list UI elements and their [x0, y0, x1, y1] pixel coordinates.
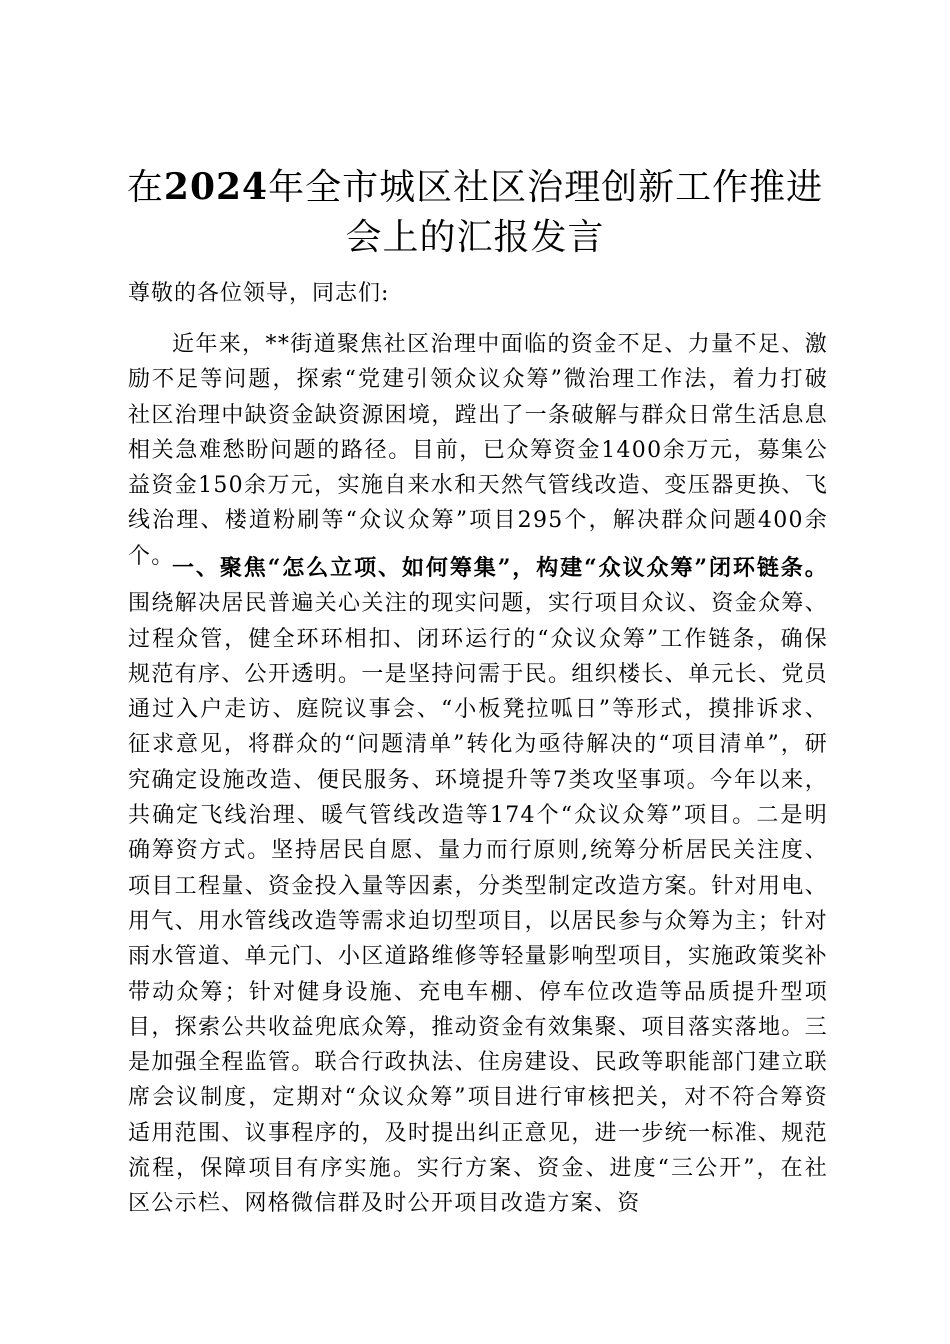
section-1-body: 围绕解决居民普遍关心关注的现实问题，实行项目众议、资金众筹、过程众管，健全环环相扣、闭环运行的“众议众筹”工作链条，确保规范有序、公开透明。一是坚持问需于民。组织楼长、单元长、党员通过入户走访、庭院议事会、“小板凳拉呱日”等形式，摸排诉求、征求意见，将群众的“问题清单”转化为亟待解决的“项目清单”，研究确定设施改造、便民服务、环境提升等7类攻坚事项。今年以来，共确定飞线治理、暖气管线改造等174个“众议众筹”项目。二是明确筹资方式。坚持居民自愿、量力而行原则,统筹分析居民关注度、项目工程量、资金投入量等因素，分类型制定改造方案。针对用电、用气、用水管线改造等需求迫切型项目，以居民参与众筹为主；针对雨水管道、单元门、小区道路维修等轻量影响型项目，实施政策奖补带动众筹；针对健身设施、充电车棚、停车位改造等品质提升型项目，探索公共收益兜底众筹，推动资金有效集聚、项目落实落地。三是加强全程监管。联合行政执法、住房建设、民政等职能部门建立联席会议制度，定期对“众议众筹”项目进行审核把关，对不符合筹资适用范围、议事程序的，及时提出纠正意见，进一步统一标准、规范流程，保障项目有序实施。实行方案、资金、进度“三公开”，在社区公示栏、网格微信群及时公开项目改造方案、资	[128, 591, 828, 1217]
title-year: 2024	[163, 166, 269, 208]
title-rest: 年全市城区社区治理创新工作推进会上的汇报发言	[268, 167, 824, 258]
title-prefix: 在	[126, 167, 164, 208]
intro-paragraph: 近年来，**街道聚焦社区治理中面临的资金不足、力量不足、激励不足等问题，探索“党建引领众议众筹”微治理工作法，着力打破社区治理中缺资金缺资源困境，蹚出了一条破解与群众日常生活息息相关急难愁盼问题的路径。目前，已众筹资金1400余万元，募集公益资金150余万元，实施自来水和天然气管线改造、变压器更换、飞线治理、楼道粉刷等“众议众筹”项目295个，解决群众问题400余个。	[128, 332, 828, 569]
section-1-paragraph	[128, 551, 828, 1222]
section-1-heading: 一、聚焦“怎么立项、如何筹集”，构建“众议众筹”闭环链条。	[172, 555, 828, 581]
document-title	[120, 162, 830, 263]
salutation: 尊敬的各位领导，同志们:	[128, 281, 390, 306]
